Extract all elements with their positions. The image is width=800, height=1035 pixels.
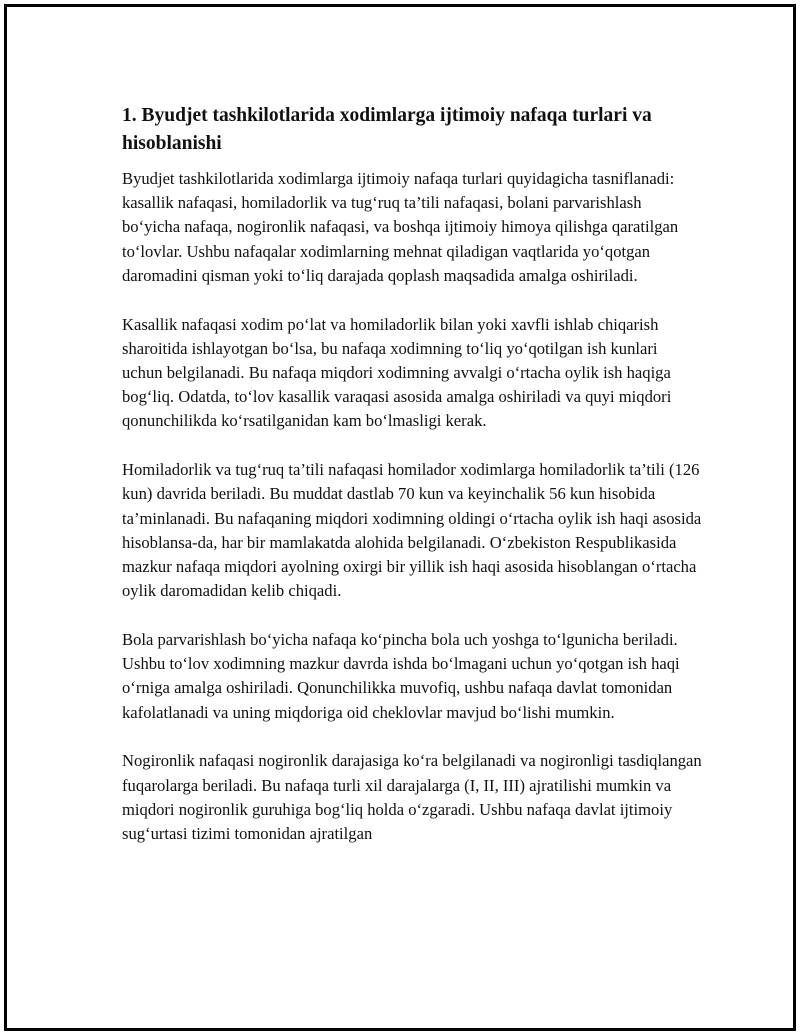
paragraph-disability-benefit: Nogironlik nafaqasi nogironlik darajasiga ko‘ra belgilanadi va nogironligi tasdiqlangan fuqarolarga beriladi. Bu nafaqa turli xil darajalarga (I, II, III) ajratilishi mumkin va miqdori nogironlik guruhiga bog‘liq holda o‘zgaradi. Ushbu nafaqa davlat ijtimoiy sug‘urtasi tizimi tomonidan ajratilgan [122, 751, 702, 844]
section-heading: 1. Byudjet tashkilotlarida xodimlarga ijtimoiy nafaqa turlari va hisoblanishi [122, 105, 652, 154]
paragraph-childcare-benefit: Bola parvarishlash bo‘yicha nafaqa ko‘pincha bola uch yoshga to‘lgunicha beriladi. Ushbu to‘lov xodimning mazkur davrda ishda bo‘lmagani uchun yo‘qotgan ish haqi o‘rniga amalga oshiriladi. Qonunchilikka muvofiq, ushbu nafaqa davlat tomonidan kafolatlanadi va uning miqdoriga oid cheklovlar mavjud bo‘lishi mumkin. [122, 630, 680, 722]
page-frame [4, 4, 796, 1031]
paragraph-maternity-benefit: Homiladorlik va tug‘ruq ta’tili nafaqasi homilador xodimlarga homiladorlik ta’tili (126 kun) davrida beriladi. Bu muddat dastlab 70 kun va keyinchalik 56 kun hisobida ta’minlanadi. Bu nafaqaning miqdori xodimning oldingi o‘rtacha oylik ish haqi asosida hisoblansa-da, har bir mamlakatda alohida belgilanadi. O‘zbekiston Respublikasida mazkur nafaqa miqdori ayolning oxirgi bir yillik ish haqi asosida hisoblangan o‘rtacha oylik daromadidan kelib chiqadi. [122, 460, 702, 601]
paragraph-intro: Byudjet tashkilotlarida xodimlarga ijtimoiy nafaqa turlari quyidagicha tasniflanadi: kasallik nafaqasi, homiladorlik va tug‘ruq ta’tili nafaqasi, bolani parvarishlash bo‘yicha nafaqa, nogironlik nafaqasi, va boshqa ijtimoiy himoya qilishga qaratilgan to‘lovlar. Ushbu nafaqalar xodimlarning mehnat qiladigan vaqtlarida yo‘qotgan daromadini qisman yoki to‘liq darajada qoplash maqsadida amalga oshiriladi. [122, 169, 679, 285]
document-body [122, 102, 702, 871]
paragraph-sickness-benefit: Kasallik nafaqasi xodim po‘lat va homiladorlik bilan yoki xavfli ishlab chiqarish sharoitida ishlayotgan bo‘lsa, bu nafaqa xodimning to‘liq yo‘qotilgan ish kunlari uchun belgilanadi. Bu nafaqa miqdori xodimning avvalgi o‘rtacha oylik ish haqiga bog‘liq. Odatda, to‘lov kasallik varaqasi asosida amalga oshiriladi va quyi miqdori qonunchilikda ko‘rsatilganidan kam bo‘lmasligi kerak. [122, 314, 672, 431]
